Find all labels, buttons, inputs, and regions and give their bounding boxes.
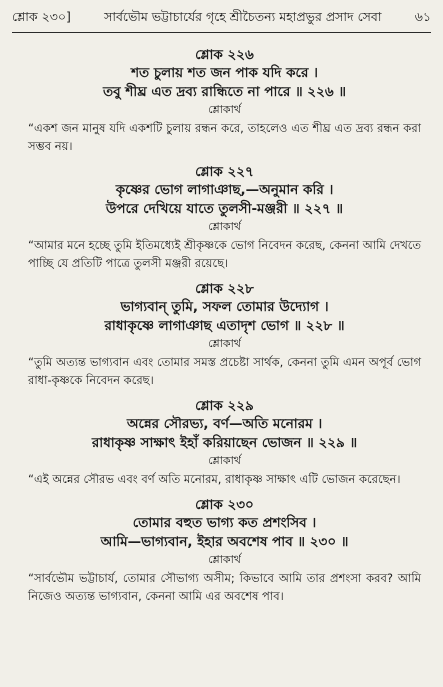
sloka-block xyxy=(28,496,421,605)
translation-heading: শ্লোকার্থ xyxy=(208,220,241,233)
verse-line: অন্নের সৌরভ্য, বর্ণ—অতি মনোরম । xyxy=(126,416,323,432)
sloka-block xyxy=(28,397,421,488)
page-body xyxy=(28,38,421,605)
translation-text: “আমার মনে হচ্ছে তুমি ইতিমধ্যেই শ্রীকৃষ্ণকে ভোগ নিবেদন করেছ, কেননা আমি দেখতে পাচ্ছি যে প্রতিটি পাত্রে তুলসী মঞ্জরী রয়েছে। xyxy=(28,238,421,270)
translation-heading: শ্লোকার্থ xyxy=(208,103,241,116)
verse-line: রাধাকৃষ্ণে লাগাঞাছ এতাদৃশ ভোগ ॥ ২২৮ ॥ xyxy=(104,318,345,334)
running-header xyxy=(12,8,431,30)
sloka-number: শ্লোক ২৩০ xyxy=(195,497,254,513)
translation-heading: শ্লোকার্থ xyxy=(208,337,241,350)
translation-text: “তুমি অত্যন্ত ভাগ্যবান এবং তোমার সমস্ত প্রচেষ্টা সার্থক, কেননা তুমি এমন অপূর্ব ভোগ রাধা-কৃষ্ণকে নিবেদন করেছ। xyxy=(28,355,421,387)
header-verse-ref: শ্লোক ২৩০] xyxy=(12,9,71,24)
sloka-number: শ্লোক ২২৯ xyxy=(195,398,254,414)
translation-text: “সার্বভৌম ভট্টাচার্য, তোমার সৌভাগ্য অসীম; কিভাবে আমি তার প্রশংসা করব? আমি নিজেও অত্যন্ত ভাগ্যবান, কেননা আমি এর অবশেষ পাব। xyxy=(28,571,421,603)
sloka-block xyxy=(28,280,421,389)
sloka-number: শ্লোক ২২৬ xyxy=(195,47,254,63)
verse-line: তোমার বহুত ভাগ্য কত প্রশংসিব । xyxy=(132,515,317,531)
header-rule xyxy=(12,32,431,33)
sloka-number: শ্লোক ২২৮ xyxy=(195,281,254,297)
sloka-block xyxy=(28,163,421,272)
translation-text: “একশ জন মানুষ যদি একশটি চুলায় রন্ধন করে, তাহলেও এত শীঘ্র এত দ্রব্য রন্ধন করা সম্ভব নয়। xyxy=(28,121,421,153)
verse-line: ভাগ্যবান্ তুমি, সফল তোমার উদ্যোগ । xyxy=(120,299,329,315)
sloka-number: শ্লোক ২২৭ xyxy=(195,164,254,180)
translation-heading: শ্লোকার্থ xyxy=(208,553,241,566)
translation-heading: শ্লোকার্থ xyxy=(208,454,241,467)
verse-line: তবু শীঘ্র এত দ্রব্য রান্ধিতে না পারে ॥ ২২৬ ॥ xyxy=(103,84,346,100)
verse-line: আমি—ভাগ্যবান, ইহার অবশেষ পাব ॥ ২৩০ ॥ xyxy=(100,534,349,550)
header-chapter-title: সার্বভৌম ভট্টাচার্যের গৃহে শ্রীচৈতন্য মহাপ্রভুর প্রসাদ সেবা xyxy=(104,9,382,24)
verse-line: শত চুলায় শত জন পাক যদি করে । xyxy=(131,65,318,81)
translation-text: “এই অন্নের সৌরভ এবং বর্ণ অতি মনোরম, রাধাকৃষ্ণ সাক্ষাৎ এটি ভোজন করেছেন। xyxy=(28,472,401,486)
page-number: ৬১ xyxy=(414,9,431,24)
verse-line: কৃষ্ণের ভোগ লাগাঞাছ,—অনুমান করি । xyxy=(115,182,334,198)
verse-line: রাধাকৃষ্ণ সাক্ষাৎ ইহাঁ করিয়াছেন ভোজন ॥ ২২৯ ॥ xyxy=(91,435,358,451)
sloka-block xyxy=(28,46,421,155)
verse-line: উপরে দেখিয়ে যাতে তুলসী-মঞ্জরী ॥ ২২৭ ॥ xyxy=(105,201,344,217)
